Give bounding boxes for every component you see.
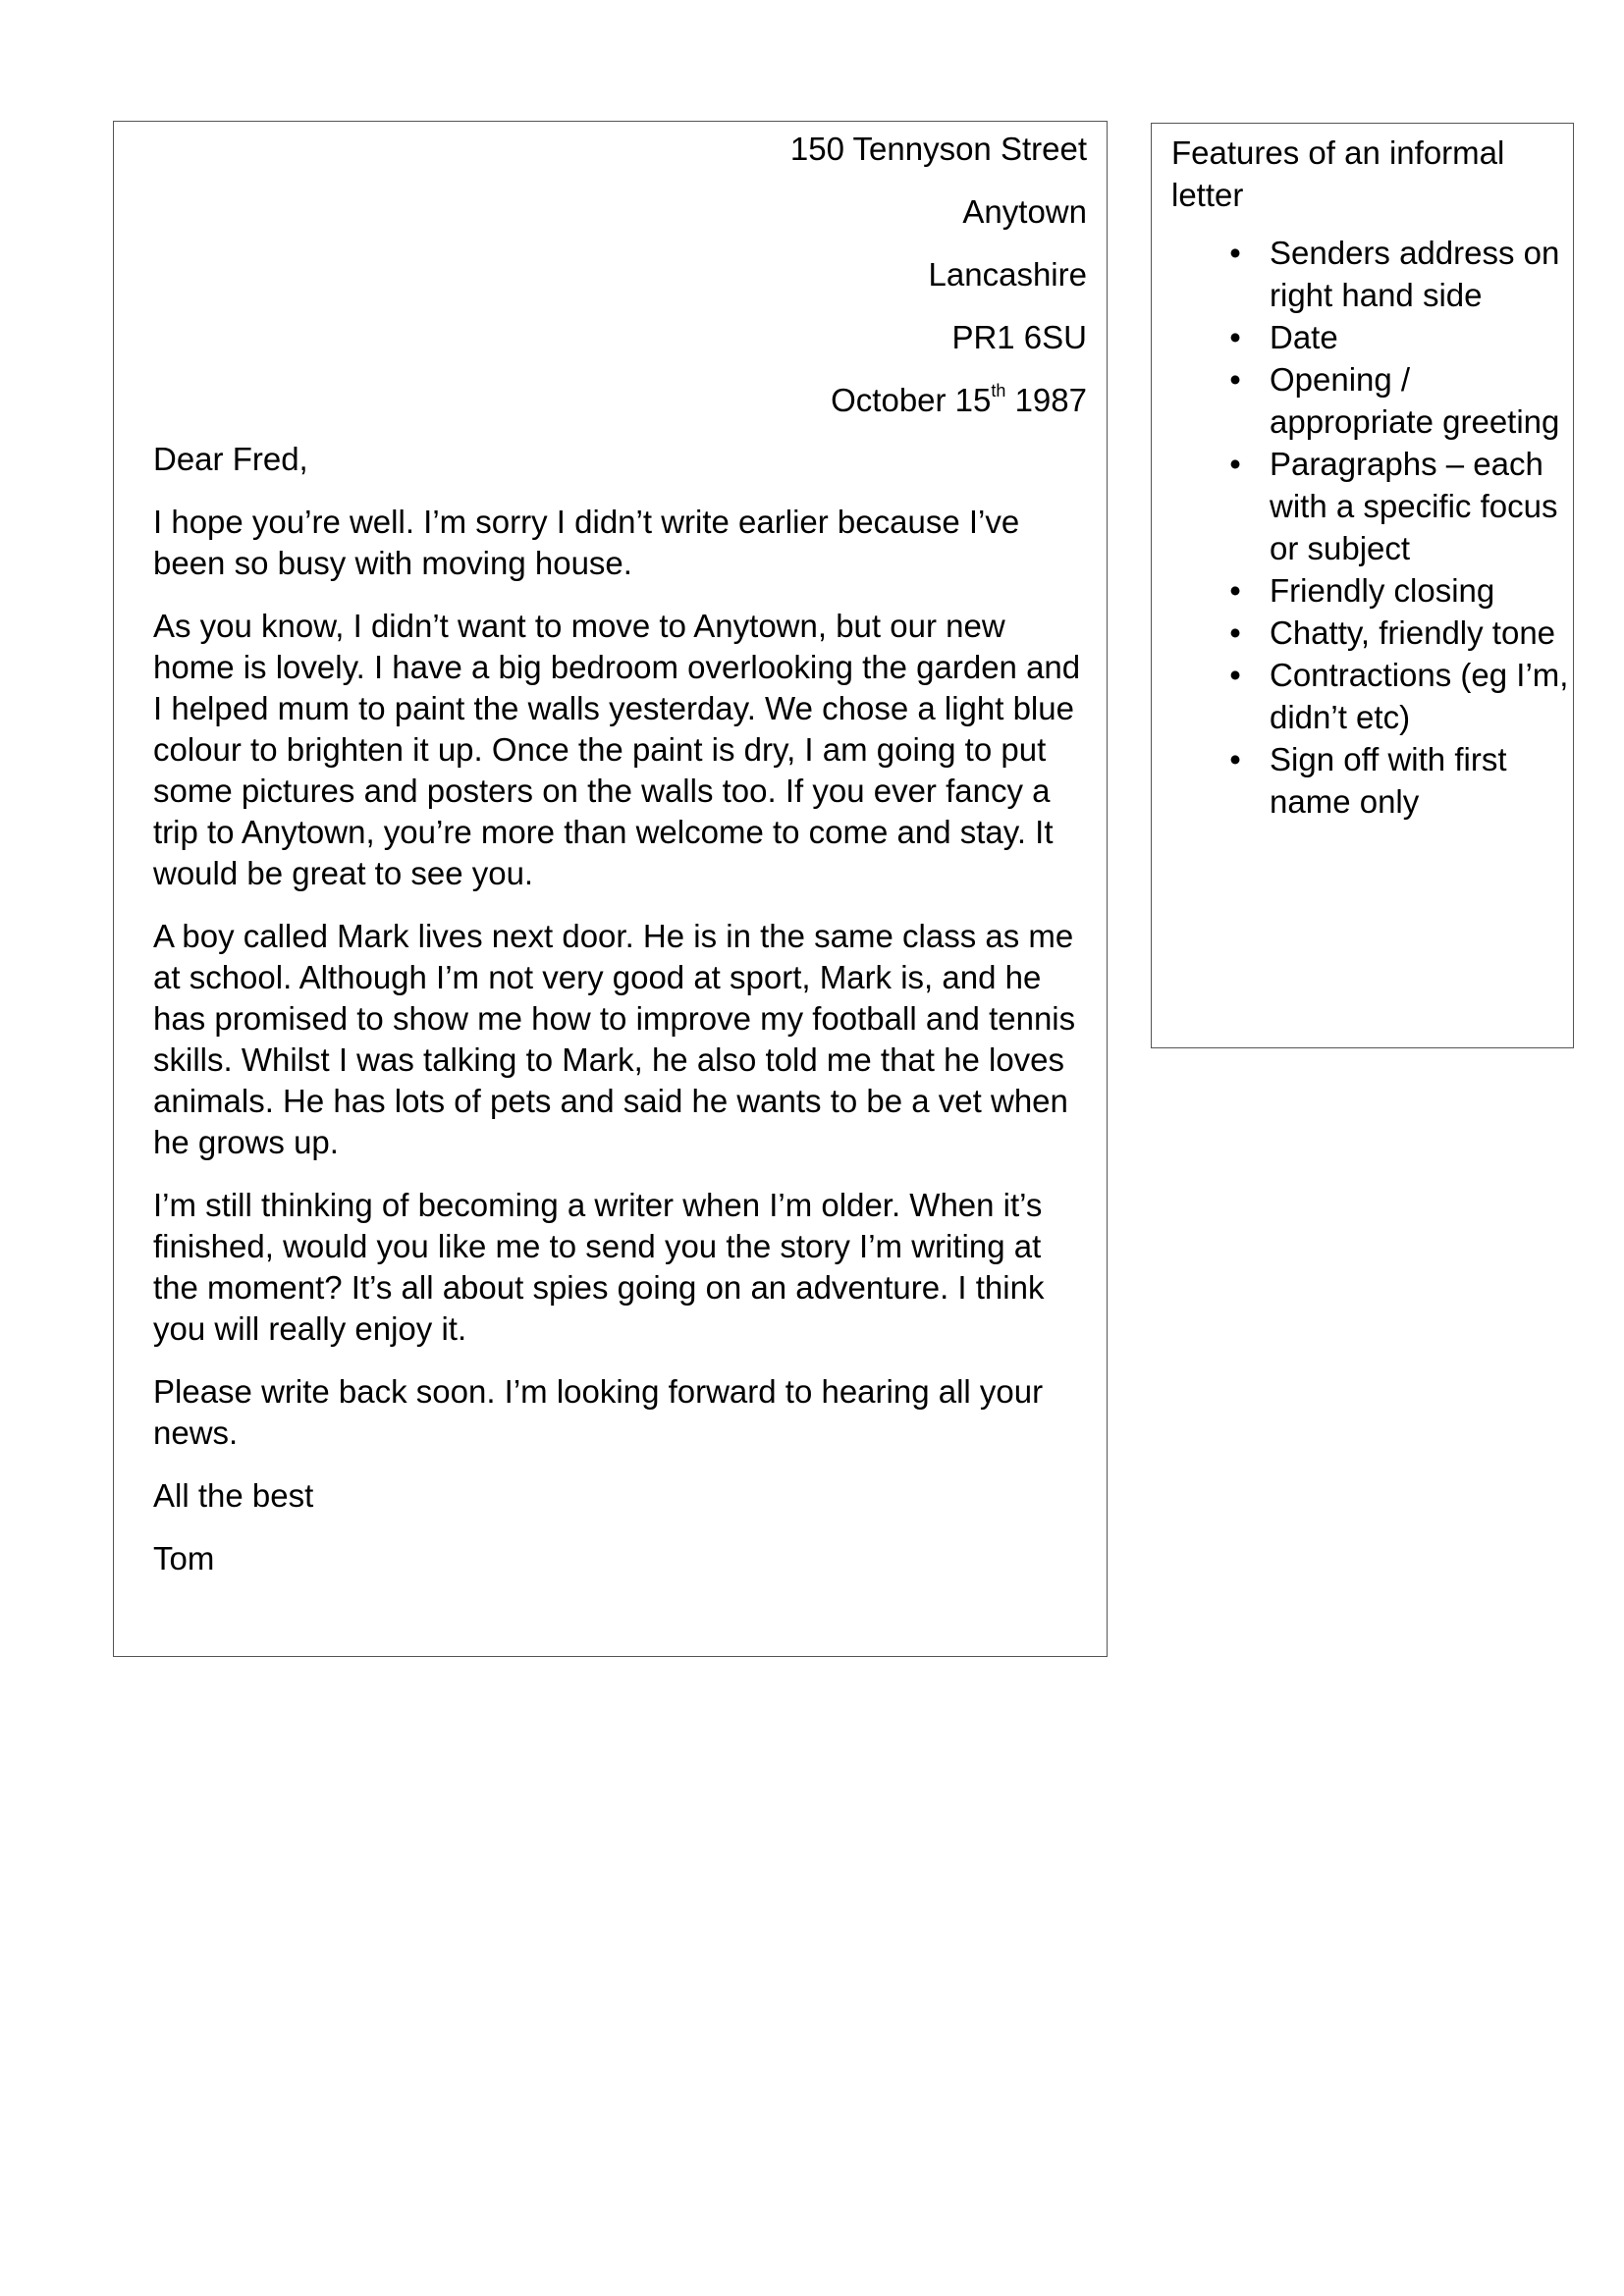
- date-year: 1987: [1005, 382, 1087, 418]
- letter-paragraph: A boy called Mark lives next door. He is in the same class as me at school. Although I’m not very good at sport, Mark is, and he has promised to show me how to improve my football and tennis skills. Whilst I was talking to Mark, he also told me that he loves animals. He has lots of pets and said he wants to be a vet when he grows up.: [153, 918, 1076, 1160]
- sender-address: [790, 130, 1087, 444]
- feature-text: Senders address on right hand side: [1270, 235, 1560, 313]
- bullet-icon: •: [1229, 361, 1241, 398]
- list-item: [1220, 738, 1569, 823]
- feature-text: Date: [1270, 319, 1338, 355]
- bullet-icon: •: [1229, 741, 1241, 777]
- feature-text: Chatty, friendly tone: [1270, 614, 1556, 651]
- list-item: [1220, 443, 1569, 569]
- letter-closing: All the best: [153, 1477, 314, 1514]
- date-suffix: th: [991, 381, 1006, 400]
- list-item: [1220, 569, 1569, 612]
- bullet-icon: •: [1229, 572, 1241, 609]
- feature-text: Contractions (eg I’m, didn’t etc): [1270, 657, 1569, 735]
- letter-body: [153, 439, 1087, 1601]
- list-item: [1220, 358, 1569, 443]
- bullet-icon: •: [1229, 319, 1241, 355]
- bullet-icon: •: [1229, 614, 1241, 651]
- letter-paragraph: I’m still thinking of becoming a writer when I’m older. When it’s finished, would you like me to send you the story I’m writing at the moment? It’s all about spies going on an adventure. I think you will really enjoy it.: [153, 1187, 1045, 1347]
- bullet-icon: •: [1229, 657, 1241, 693]
- address-town: Anytown: [962, 193, 1087, 230]
- letter-paragraph: I hope you’re well. I’m sorry I didn’t write earlier because I’ve been so busy with moving house.: [153, 504, 1020, 581]
- bullet-icon: •: [1229, 446, 1241, 482]
- feature-text: Opening / appropriate greeting: [1270, 361, 1560, 440]
- list-item: [1220, 612, 1569, 654]
- list-item: [1220, 316, 1569, 358]
- letter-greeting: Dear Fred,: [153, 441, 308, 477]
- address-postcode: PR1 6SU: [951, 319, 1087, 355]
- address-street: 150 Tennyson Street: [789, 131, 1087, 167]
- address-county: Lancashire: [928, 256, 1087, 293]
- list-item: [1220, 654, 1569, 738]
- letter-paragraph: Please write back soon. I’m looking forward to hearing all your news.: [153, 1373, 1044, 1451]
- feature-text: Paragraphs – each with a specific focus or subject: [1270, 446, 1558, 566]
- features-title: Features of an informal letter: [1171, 134, 1505, 213]
- letter-box: [113, 121, 1108, 1657]
- date-month-day: October 15: [831, 382, 992, 418]
- features-box: [1151, 123, 1574, 1048]
- letter-signature: Tom: [153, 1540, 215, 1576]
- feature-text: Friendly closing: [1270, 572, 1495, 609]
- letter-paragraph: As you know, I didn’t want to move to Anytown, but our new home is lovely. I have a big bedroom overlooking the garden and I helped mum to paint the walls yesterday. We chose a light blue colour to brighten it up. Once the paint is dry, I am going to put some pictures and posters on the walls too. If you ever fancy a trip to Anytown, you’re more than welcome to come and stay. It would be great to see you.: [153, 608, 1081, 891]
- feature-text: Sign off with first name only: [1270, 741, 1507, 820]
- list-item: [1220, 232, 1569, 316]
- features-list: [1220, 232, 1569, 823]
- letter-date: [790, 381, 1087, 420]
- bullet-icon: •: [1229, 235, 1241, 271]
